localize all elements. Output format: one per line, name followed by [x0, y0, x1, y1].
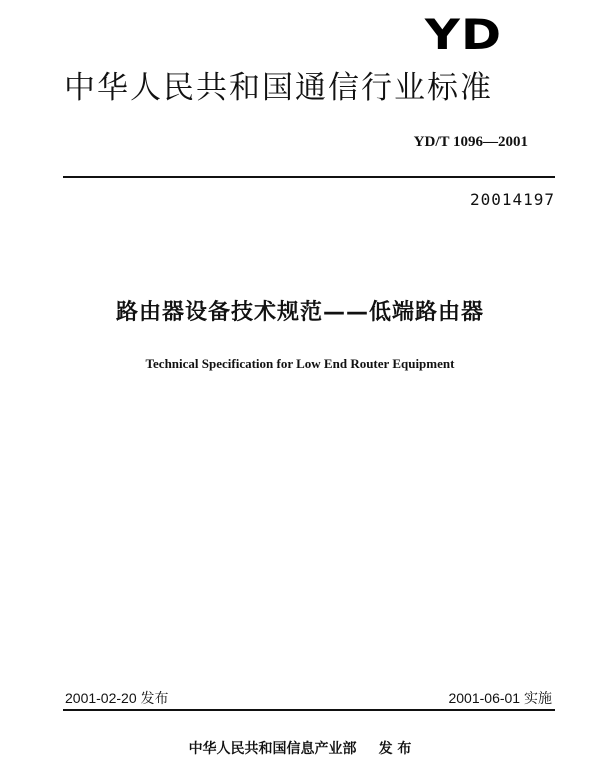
org-title: 中华人民共和国通信行业标准 — [64, 70, 493, 106]
implement-date: 2001-06-01 实施 — [448, 690, 552, 706]
yd-logo: YD — [424, 10, 502, 59]
bottom-divider — [63, 709, 555, 711]
issue-date: 2001-02-20 发布 — [65, 690, 169, 706]
publish-action: 发 布 — [378, 741, 412, 757]
top-divider — [63, 176, 555, 178]
publisher-line — [0, 738, 600, 758]
title-english: Technical Specification for Low End Router Equipment — [145, 356, 455, 371]
standard-number: YD/T 1096—2001 — [413, 134, 528, 150]
document-code: 20014197 — [469, 190, 555, 209]
title-chinese: 路由器设备技术规范——低端路由器 — [115, 300, 484, 325]
publisher-name: 中华人民共和国信息产业部 — [188, 741, 357, 757]
